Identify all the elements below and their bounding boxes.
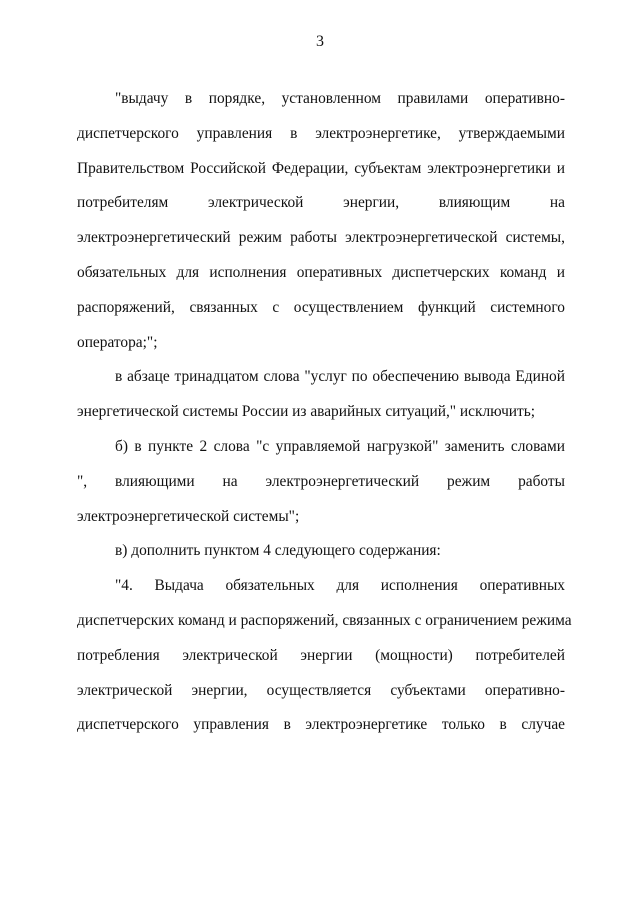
text-line: диспетчерского управления в электроэнергетике, утверждаемыми bbox=[77, 124, 565, 142]
text-line: электроэнергетический режим работы электроэнергетической системы, bbox=[77, 229, 565, 247]
text-line: потребления электрической энергии (мощности) потребителей bbox=[77, 646, 565, 664]
text-line: ", влияющими на электроэнергетический режим работы bbox=[77, 472, 565, 490]
page-number: 3 bbox=[316, 33, 324, 50]
text-line: "выдачу в порядке, установленном правилами оперативно- bbox=[115, 90, 565, 107]
text-line: в абзаце тринадцатом слова "услуг по обеспечению вывода Единой bbox=[115, 368, 565, 386]
text-line: Правительством Российской Федерации, субъектам электроэнергетики и bbox=[77, 159, 565, 177]
text-line: "4. Выдача обязательных для исполнения оперативных bbox=[115, 577, 565, 595]
text-line: энергетической системы России из аварийных ситуаций," исключить; bbox=[77, 403, 536, 421]
text-line: б) в пункте 2 слова "с управляемой нагрузкой" заменить словами bbox=[115, 437, 565, 455]
text-line: диспетчерских команд и распоряжений, связанных с ограничением режима bbox=[77, 611, 572, 629]
document-body bbox=[77, 82, 572, 743]
text-line: оператора;"; bbox=[77, 333, 158, 351]
text-line: обязательных для исполнения оперативных диспетчерских команд и bbox=[77, 263, 565, 281]
text-line: диспетчерского управления в электроэнергетике только в случае bbox=[77, 716, 565, 734]
text-line: электроэнергетической системы"; bbox=[77, 507, 300, 525]
text-line: распоряжений, связанных с осуществлением функций системного bbox=[77, 298, 565, 316]
text-line: в) дополнить пунктом 4 следующего содержания: bbox=[115, 542, 441, 560]
text-line: электрической энергии, осуществляется субъектами оперативно- bbox=[77, 681, 565, 699]
text-line: потребителям электрической энергии, влияющим на bbox=[77, 194, 565, 212]
